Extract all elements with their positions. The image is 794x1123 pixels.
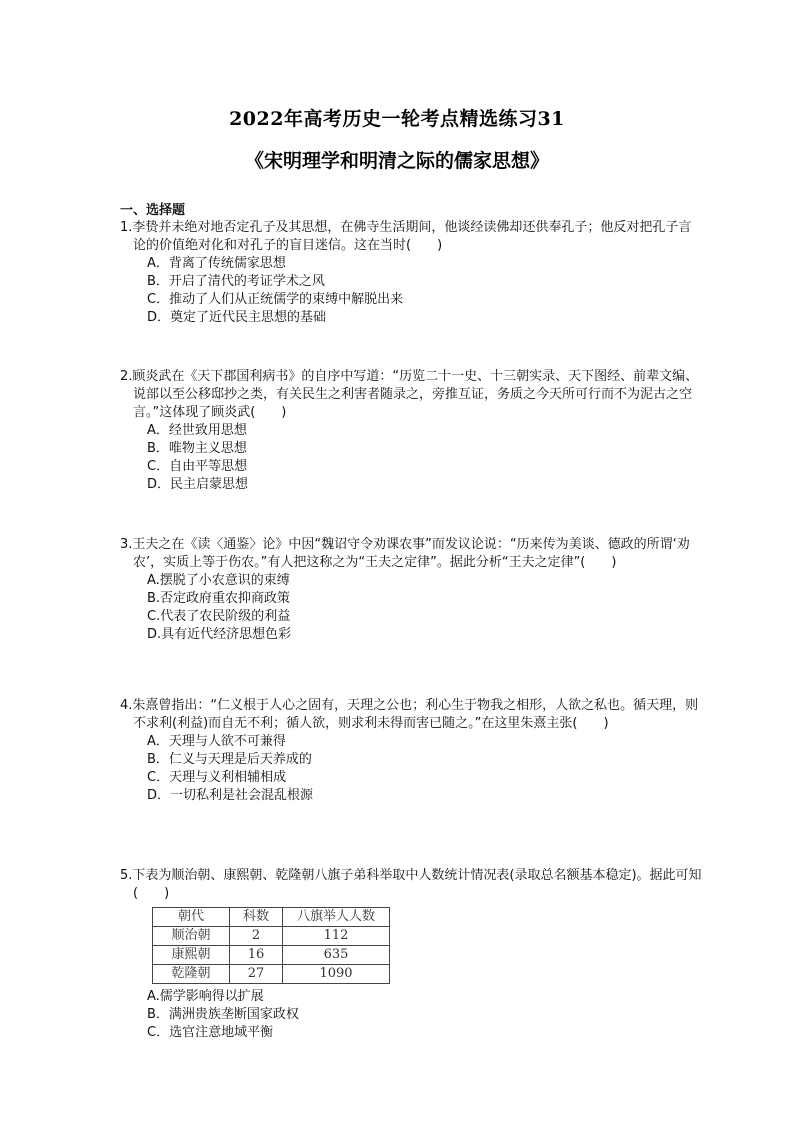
question-2-option-b: B．唯物主义思想 — [147, 441, 247, 456]
table-cell: 27 — [230, 965, 283, 984]
question-2 — [120, 368, 702, 494]
table-row — [153, 965, 390, 984]
table-cell: 112 — [283, 927, 390, 946]
table-cell: 乾隆朝 — [153, 965, 230, 984]
question-2-option-d: D．民主启蒙思想 — [147, 477, 249, 492]
question-4-option-d: D．一切私利是社会混乱根源 — [147, 788, 314, 803]
question-3-stem: 3.王夫之在《读〈通鉴〉论》中因“魏诏守令劝课农事”而发议论说：“历来传为美谈、德政的所谓‘劝农’，实质上等于伤农。”有人把这称之为“王夫之定律”。据此分析“王夫之定律”( ) — [120, 537, 690, 570]
question-5-stem: 5.下表为顺治朝、康熙朝、乾隆朝八旗子弟科举取中人数统计情况表(录取总名额基本稳定)。据此可知( ) — [120, 868, 702, 901]
table-cell: 1090 — [283, 965, 390, 984]
question-3-option-c: C.代表了农民阶级的利益 — [147, 609, 291, 624]
question-1-option-d: D．奠定了近代民主思想的基础 — [147, 310, 327, 325]
question-5-option-b: B．满洲贵族垄断国家政权 — [147, 1007, 299, 1022]
question-5-option-c: C．选官注意地域平衡 — [147, 1025, 274, 1040]
table-header: 科数 — [230, 908, 283, 927]
question-1-stem: 1.李贽并未绝对地否定孔子及其思想，在佛寺生活期间，他谈经读佛却还供奉孔子；他反对把孔子言论的价值绝对化和对孔子的盲目迷信。这在当时( ) — [120, 220, 692, 253]
question-2-stem: 2.顾炎武在《天下郡国利病书》的自序中写道：“历览二十一史、十三朝实录、天下图经、前辈文编、说部以至公移邸抄之类，有关民生之利害者随录之，旁推互证，务质之今天所可行而不为泥古之空言。”这体现了顾炎武( ) — [120, 369, 699, 420]
table-cell: 16 — [230, 946, 283, 965]
table-row — [153, 946, 390, 965]
question-1 — [120, 219, 702, 327]
table-header: 八旗举人人数 — [283, 908, 390, 927]
section-heading: 一、选择题 — [120, 203, 186, 218]
table-cell: 康熙朝 — [153, 946, 230, 965]
question-3-option-d: D.具有近代经济思想色彩 — [147, 627, 292, 642]
question-4-stem: 4.朱熹曾指出：“仁义根于人心之固有，天理之公也；利心生于物我之相形，人欲之私也。循天理，则不求利(利益)而自无不利；循人欲，则求利未得而害已随之。”在这里朱熹主张( ) — [120, 698, 699, 731]
table-row — [153, 927, 390, 946]
statistics-table — [152, 907, 390, 984]
table-header-row — [153, 908, 390, 927]
question-4-option-b: B．仁义与天理是后天养成的 — [147, 752, 312, 767]
question-3-option-a: A.摆脱了小农意识的束缚 — [147, 573, 290, 588]
question-5 — [120, 867, 702, 1042]
question-4 — [120, 697, 702, 805]
question-5-option-a: A.儒学影响得以扩展 — [147, 989, 264, 1004]
question-1-option-b: B．开启了清代的考证学术之风 — [147, 274, 325, 289]
question-4-option-c: C．天理与义利相辅相成 — [147, 770, 287, 785]
question-1-option-a: A．背离了传统儒家思想 — [147, 256, 286, 271]
question-3 — [120, 536, 702, 644]
table-cell: 635 — [283, 946, 390, 965]
document-title: 2022年高考历史一轮考点精选练习31 — [229, 108, 565, 130]
question-2-option-c: C．自由平等思想 — [147, 459, 248, 474]
question-1-option-c: C．推动了人们从正统儒学的束缚中解脱出来 — [147, 292, 404, 307]
question-4-option-a: A．天理与人欲不可兼得 — [147, 734, 286, 749]
question-3-option-b: B.否定政府重农抑商政策 — [147, 591, 291, 606]
document-subtitle: 《宋明理学和明清之际的儒家思想》 — [244, 150, 549, 172]
table-header: 朝代 — [153, 908, 230, 927]
question-2-option-a: A．经世致用思想 — [147, 423, 247, 438]
table-cell: 顺治朝 — [153, 927, 230, 946]
table-cell: 2 — [230, 927, 283, 946]
